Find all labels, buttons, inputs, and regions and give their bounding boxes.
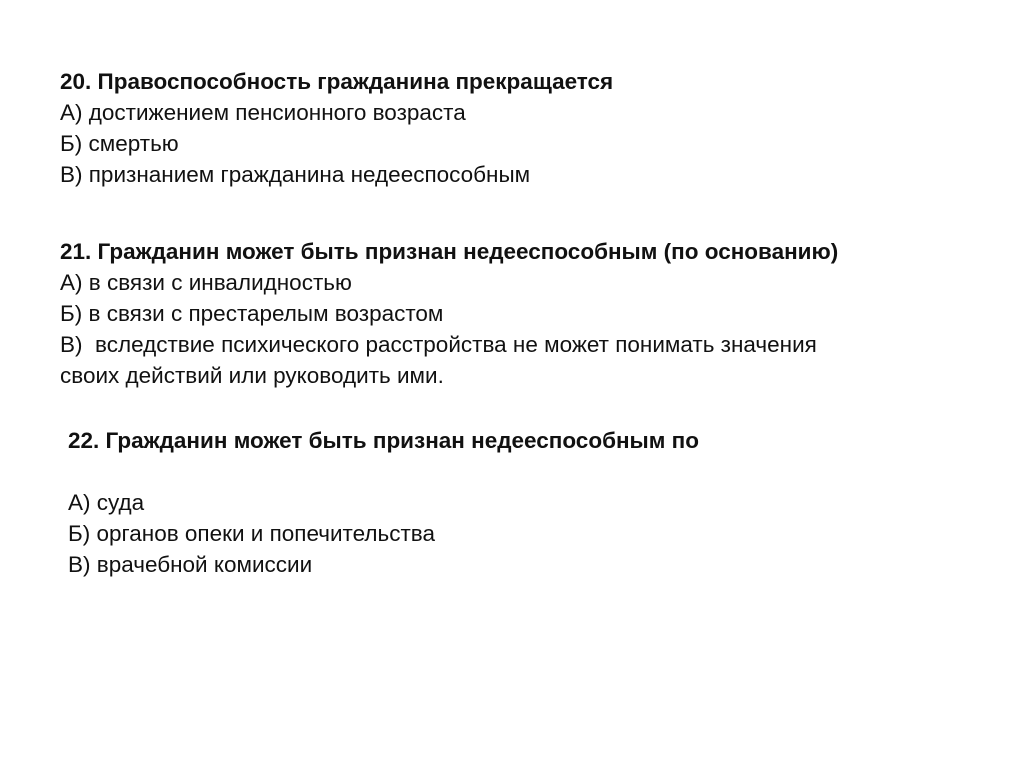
question-20: [60, 66, 613, 190]
question-21: [60, 236, 838, 391]
question-22: [68, 425, 699, 580]
question-title: 21. Гражданин может быть признан недееспособным (по основанию): [60, 239, 839, 264]
answer-option-c: В) признанием гражданина недееспособным: [60, 162, 531, 187]
answer-option-c-continuation: своих действий или руководить ими.: [60, 363, 444, 388]
answer-option-b: Б) органов опеки и попечительства: [68, 521, 435, 546]
question-title: 22. Гражданин может быть признан недееспособным по: [68, 428, 699, 453]
answer-option-b: Б) смертью: [60, 131, 179, 156]
blank-line: [68, 456, 699, 487]
answer-option-b: Б) в связи с престарелым возрастом: [60, 301, 444, 326]
answer-option-c: В) врачебной комиссии: [68, 552, 313, 577]
answer-option-a: А) суда: [68, 490, 145, 515]
answer-option-a: А) в связи с инвалидностью: [60, 270, 352, 295]
question-title: 20. Правоспособность гражданина прекращается: [60, 69, 614, 94]
answer-option-a: А) достижением пенсионного возраста: [60, 100, 466, 125]
answer-option-c: В) вследствие психического расстройства не может понимать значения: [60, 332, 817, 357]
